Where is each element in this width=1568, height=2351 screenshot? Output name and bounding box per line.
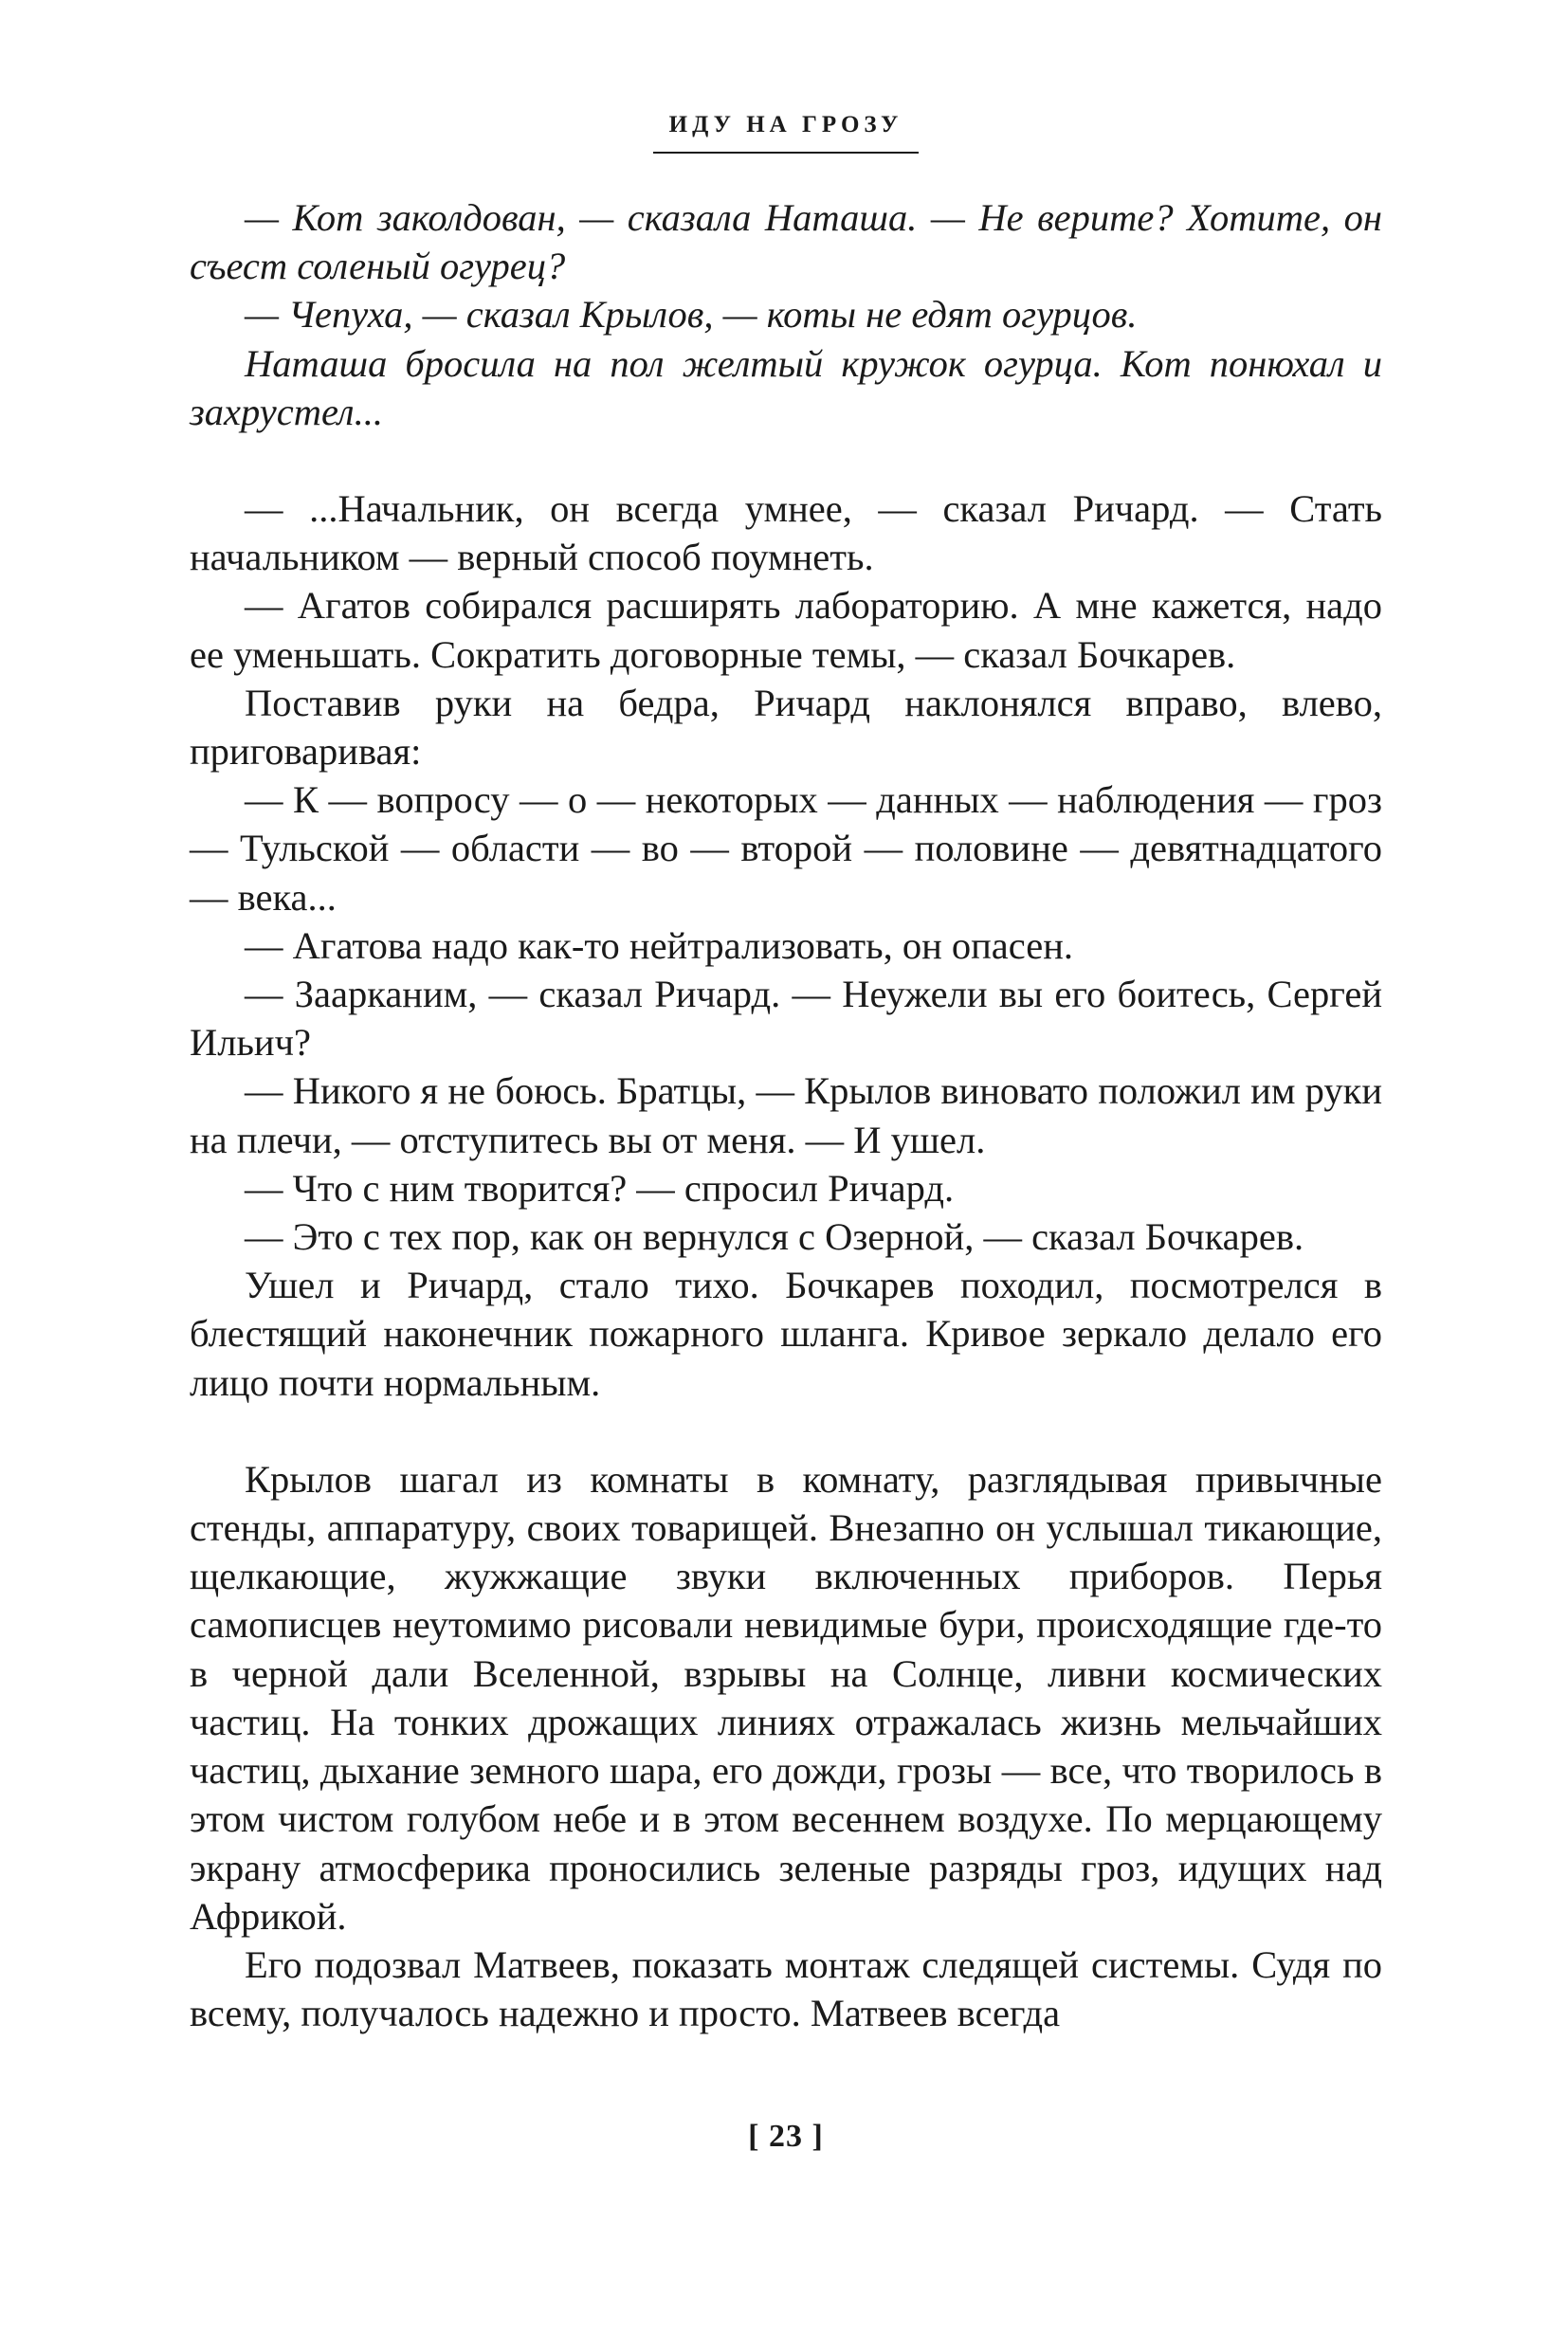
page-number: [ 23 ]	[748, 2119, 824, 2154]
paragraph: — Заарканим, — сказал Ричард. — Неужели вы его боитесь, Сергей Ильич?	[190, 973, 1382, 1065]
running-head-rule	[653, 152, 919, 154]
paragraph: — Кот заколдован, — сказала Наташа. — Не верите? Хотите, он съест соленый огурец?	[190, 196, 1382, 288]
paragraph: — Агатова надо как-то нейтрализовать, он опасен.	[245, 923, 1074, 967]
book-page	[190, 104, 1382, 2285]
paragraph: — ...Начальник, он всегда умнее, — сказал Ричард. — Стать начальником — верный способ поумнеть.	[190, 487, 1382, 579]
paragraph: Наташа бросила на пол желтый кружок огурца. Кот понюхал и захрустел...	[190, 341, 1382, 433]
paragraph: Его подозвал Матвеев, показать монтаж следящей системы. Судя по всему, получалось надежно и просто. Матвеев всегда	[190, 1942, 1382, 2035]
section-break	[190, 436, 1382, 484]
paragraph: Поставив руки на бедра, Ричард наклонялся вправо, влево, приговаривая:	[190, 681, 1382, 774]
paragraph: — Что с ним творится? — спросил Ричард.	[245, 1166, 955, 1210]
paragraph: Ушел и Ричард, стало тихо. Бочкарев походил, посмотрелся в блестящий наконечник пожарного шланга. Кривое зеркало делало его лицо почти нормальным.	[190, 1264, 1382, 1404]
running-head: ИДУ НА ГРОЗУ	[668, 112, 903, 137]
paragraph: — Агатов собирался расширять лабораторию. А мне кажется, надо ее уменьшать. Сократить договорные темы, — сказал Бочкарев.	[190, 584, 1382, 676]
paragraph: — Это с тех пор, как он вернулся с Озерной, — сказал Бочкарев.	[245, 1215, 1304, 1259]
paragraph: Крылов шагал из комнаты в комнату, разглядывая привычные стенды, аппаратуру, своих товарищей. Внезапно он услышал тикающие, щелкающие, жужжащие звуки включенных приборов. Перья самописцев неутомимо рисовали невидимые бури, происходящие где-то в черной дали Вселенной, взрывы на Солнце, ливни космических частиц. На тонких дрожащих линиях отражалась жизнь мельчайших частиц, дыхание земного шара, его дожди, грозы — все, что творилось в этом чистом голубом небе и в этом весеннем воздухе. По мерцающему экрану атмосферика проносились зеленые разряды гроз, идущих над Африкой.	[190, 1457, 1382, 1938]
paragraph: — Никого я не боюсь. Братцы, — Крылов виновато положил им руки на плечи, — отступитесь вы от меня. — И ушел.	[190, 1069, 1382, 1161]
paragraph: — К — вопросу — о — некоторых — данных — наблюдения — гроз — Тульской — области — во — второй — половине — девятнадцатого — века...	[190, 778, 1382, 919]
paragraph: — Чепуха, — сказал Крылов, — коты не едят огурцов.	[245, 293, 1138, 337]
section-break	[190, 1407, 1382, 1455]
body-text	[190, 193, 1382, 2037]
